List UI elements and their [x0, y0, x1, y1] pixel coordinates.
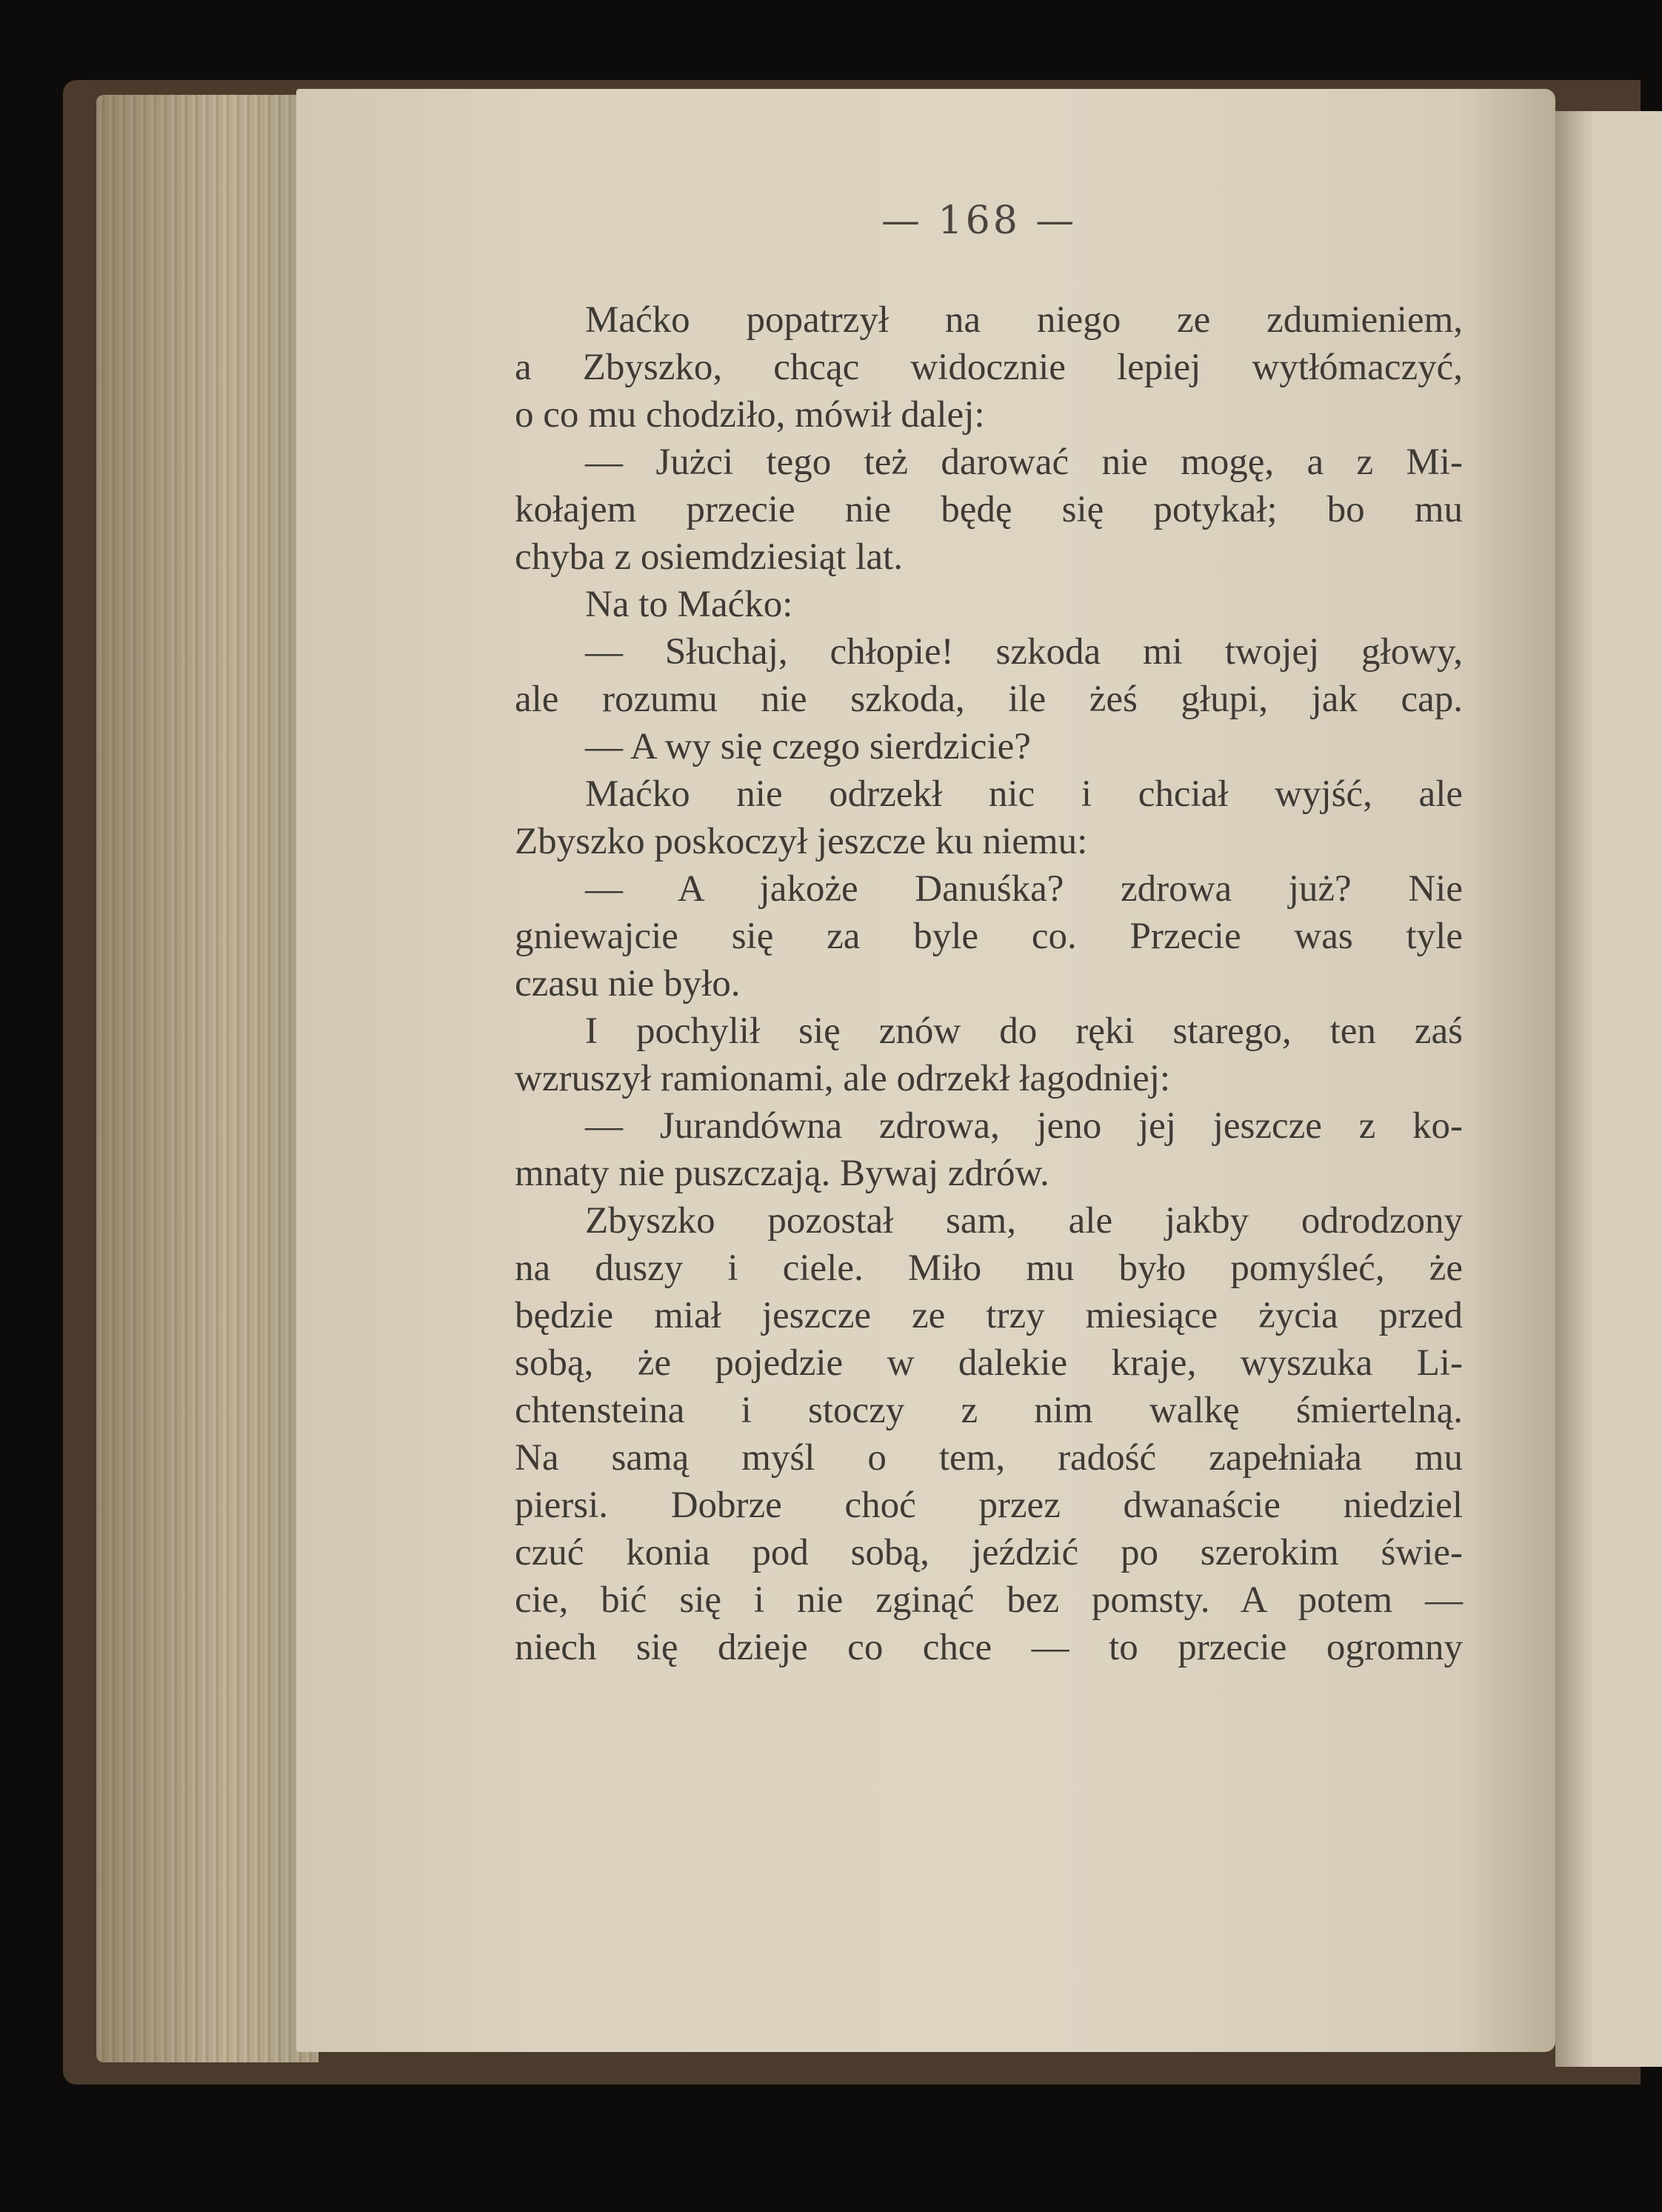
text-line: ale rozumu nie szkoda, ile żeś głupi, jak cap. — [515, 679, 1463, 720]
text-line: Maćko popatrzył na niego ze zdumieniem, — [585, 299, 1463, 341]
text-line: czuć konia pod sobą, jeździć po szerokim świe- — [515, 1532, 1463, 1573]
facing-page-edge — [1592, 111, 1662, 2067]
text-line: kołajem przecie nie będę się potykał; bo mu — [515, 489, 1463, 530]
text-line: — A wy się czego sierdzicie? — [585, 726, 1031, 767]
text-line: na duszy i ciele. Miło mu było pomyśleć, że — [515, 1247, 1463, 1289]
text-line: piersi. Dobrze choć przez dwanaście niedziel — [515, 1485, 1463, 1526]
text-line: chyba z osiemdziesiąt lat. — [515, 536, 903, 578]
page-edges-shadow — [96, 95, 318, 2062]
text-line: a Zbyszko, chcąc widocznie lepiej wytłómaczyć, — [515, 347, 1463, 388]
text-line: wzruszył ramionami, ale odrzekł łagodniej: — [515, 1058, 1171, 1099]
text-line: I pochylił się znów do ręki starego, ten zaś — [585, 1010, 1463, 1052]
page-text — [515, 296, 1463, 1671]
text-line: sobą, że pojedzie w dalekie kraje, wyszuka Li- — [515, 1342, 1463, 1384]
text-line: — A jakoże Danuśka? zdrowa już? Nie — [585, 868, 1463, 910]
text-line: Zbyszko pozostał sam, ale jakby odrodzony — [585, 1200, 1463, 1242]
text-line: Na samą myśl o tem, radość zapełniała mu — [515, 1437, 1463, 1479]
text-line: — Słuchaj, chłopie! szkoda mi twojej głowy, — [585, 631, 1463, 673]
text-line: Na to Maćko: — [585, 584, 793, 625]
text-line: niech się dzieje co chce — to przecie ogromny — [515, 1627, 1463, 1668]
text-line: Zbyszko poskoczył jeszcze ku niemu: — [515, 821, 1088, 862]
text-line: chtensteina i stoczy z nim walkę śmiertelną. — [515, 1390, 1463, 1431]
text-line: o co mu chodziło, mówił dalej: — [515, 394, 985, 436]
text-line: czasu nie było. — [515, 963, 741, 1005]
text-line: cie, bić się i nie zginąć bez pomsty. A potem — — [515, 1579, 1463, 1621]
text-line: gniewajcie się za byle co. Przecie was tyle — [515, 916, 1463, 957]
text-line: mnaty nie puszczają. Bywaj zdrów. — [515, 1153, 1049, 1194]
page-number: — 168 — — [881, 199, 1078, 243]
text-line: będzie miał jeszcze ze trzy miesiące życia przed — [515, 1295, 1463, 1336]
text-line: Maćko nie odrzekł nic i chciał wyjść, ale — [585, 773, 1463, 815]
text-line: — Jurandówna zdrowa, jeno jej jeszcze z ko- — [585, 1105, 1463, 1147]
text-line: — Jużci tego też darować nie mogę, a z Mi- — [585, 442, 1463, 483]
